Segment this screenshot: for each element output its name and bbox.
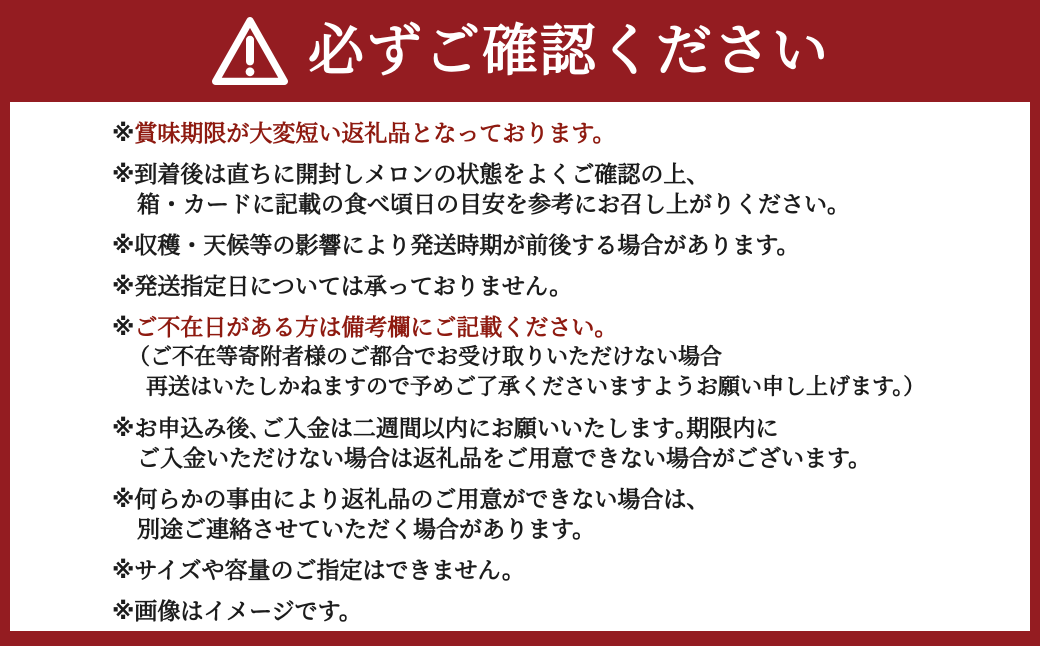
notice-line [112,372,1010,402]
notice-text: ※何らかの事由により返礼品のご用意ができない場合は、 [112,486,710,512]
banner-header [0,0,1040,102]
page-title: 必ずご確認ください [308,19,830,82]
notice-text: ※画像はイメージです。 [112,598,362,624]
notice-text: ※お申込み後､ご入金は二週間以内にお願いいたします｡期限内に [112,415,779,441]
notice-line [112,159,1010,189]
notice-line [112,413,1010,443]
notice-text: ※発送指定日については承っておりません。 [112,273,573,299]
notice-line [112,484,1010,514]
notice-text: ※収穫・天候等の影響により発送時期が前後する場合があります。 [112,232,800,258]
notice-text: ※到着後は直ちに開封しメロンの状態をよくご確認の上、 [112,161,710,187]
notice-panel [10,102,1030,631]
notice-line [112,555,1010,585]
notice-line [112,312,1010,342]
notice-line [112,443,1010,473]
notice-line [112,514,1010,544]
notice-text: ※サイズや容量のご指定はできません。 [112,557,525,583]
notice-text: 別途ご連絡させていただく場合があります。 [137,516,596,542]
notice-line [112,230,1010,260]
notice-text-red: 賞味期限が大変短い返礼品となっております。 [134,120,616,146]
notice-lines [10,102,1030,626]
notice-line [112,189,1010,219]
notice-text: 再送はいたしかねますので予めご了承くださいますようお願い申し上げます。） [146,374,926,399]
notice-line [112,271,1010,301]
notice-text: ご入金いただけない場合は返礼品をご用意できない場合がございます。 [137,445,872,471]
notice-text: 箱・カードに記載の食べ頃日の目安を参考にお召し上がりください。 [137,191,850,217]
notice-line [112,596,1010,626]
warning-triangle-icon [210,15,290,87]
notice-text: ※ [112,314,135,340]
notice-text: ※ [112,120,135,146]
notice-text-red: ご不在日がある方は備考欄にご記載ください。 [134,314,618,340]
notice-text: （ご不在等寄附者様のご都合でお受け取りいただけない場合 [128,344,723,369]
notice-line [112,342,1010,372]
notice-line [112,118,1010,148]
